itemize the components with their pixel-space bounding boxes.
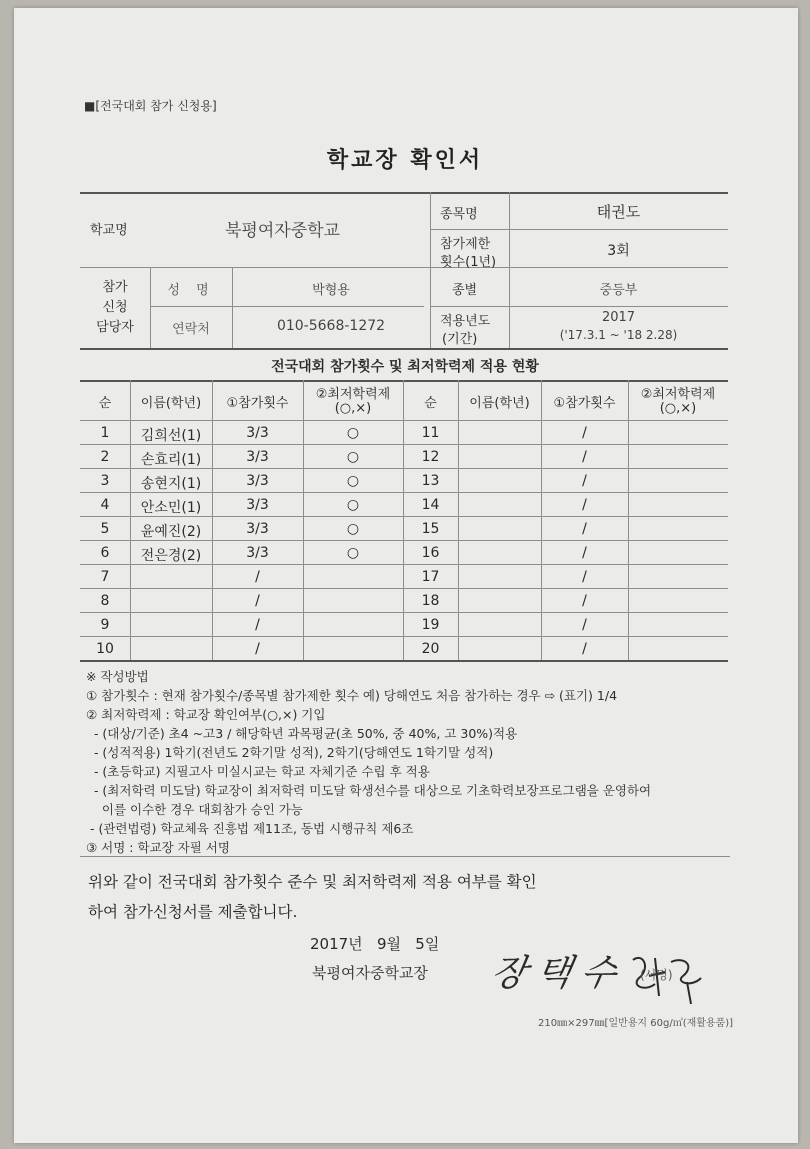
- row-academic-mark: ○: [346, 497, 360, 513]
- year-label-2: (기간): [442, 332, 478, 347]
- col-header-no-right: 순: [424, 396, 437, 411]
- row-count-right: /: [582, 617, 587, 633]
- sport-value: 태권도: [596, 203, 641, 221]
- row-name: 송현지(1): [140, 476, 202, 492]
- row-no-right: 19: [421, 617, 440, 633]
- info-line: [430, 229, 728, 230]
- row-no: 1: [100, 425, 110, 441]
- row-no-right: 14: [421, 497, 440, 513]
- row-count-right: /: [582, 569, 587, 585]
- row-count: /: [255, 641, 260, 657]
- participation-line: [130, 380, 131, 660]
- info-line: [430, 306, 728, 307]
- contact-phone-value: 010-5668-1272: [276, 318, 386, 334]
- info-line: [80, 348, 728, 350]
- row-count-right: /: [582, 425, 587, 441]
- row-name: 김희선(1): [140, 428, 202, 444]
- note-line: - (성적적용) 1학기(전년도 2학기말 성적), 2학기(당해연도 1학기말 성적): [86, 745, 494, 760]
- participation-line: [80, 612, 728, 613]
- row-academic-mark: ○: [346, 425, 360, 441]
- note-line: ※ 작성방법: [86, 669, 149, 684]
- info-line: [80, 267, 728, 268]
- seal-label: (서명): [640, 968, 673, 982]
- row-count-right: /: [582, 497, 587, 513]
- period-value: ('17.3.1 ~ '18 2.28): [559, 328, 678, 342]
- note-line: - (초등학교) 지필고사 미실시교는 학교 자체기준 수립 후 적용: [86, 764, 430, 779]
- row-count-right: /: [582, 641, 587, 657]
- row-no-right: 12: [421, 449, 440, 465]
- row-academic-mark: ○: [346, 473, 360, 489]
- year-label-1: 적용년도: [440, 314, 491, 329]
- col-header-academic: ②최저학력제: [315, 387, 391, 402]
- participation-line: [80, 660, 728, 662]
- division-label: 종별: [452, 283, 478, 298]
- note-line: ③ 서명 : 학교장 자필 서명: [86, 840, 230, 855]
- note-line: ① 참가횟수 : 현재 참가횟수/종목별 참가제한 횟수 예) 당해연도 처음 참가하는 경우 ⇨ (표기) 1/4: [86, 688, 618, 703]
- row-no: 7: [100, 569, 110, 585]
- limit-label-1: 참가제한: [440, 237, 491, 252]
- statement-line-2: 하여 참가신청서를 제출합니다.: [88, 903, 298, 921]
- row-count: /: [255, 617, 260, 633]
- row-count: 3/3: [246, 449, 269, 465]
- row-count: 3/3: [246, 425, 269, 441]
- col-header-name: 이름(학년): [140, 396, 202, 411]
- col-header-academic-mark: (○,×): [334, 401, 372, 416]
- row-count-right: /: [582, 545, 587, 561]
- row-count-right: /: [582, 593, 587, 609]
- participation-line: [303, 380, 304, 660]
- col-header-academic-right: ②최저학력제: [640, 387, 716, 402]
- info-table-top-border: [80, 192, 728, 194]
- note-line: - (대상/기준) 초4 ~고3 / 해당학년 과목평균(초 50%, 중 40%, 고 30%)적용: [86, 726, 518, 741]
- note-line: - (최저학력 미도달) 학교장이 최저학력 미도달 학생선수를 대상으로 기초학력보장프로그램을 운영하여: [86, 783, 652, 798]
- document-title: 학교장 확인서: [326, 148, 484, 173]
- row-count-right: /: [582, 449, 587, 465]
- row-no-right: 17: [421, 569, 440, 585]
- row-count: /: [255, 569, 260, 585]
- statement-line-1: 위와 같이 전국대회 참가횟수 준수 및 최저학력제 적용 여부를 확인: [88, 873, 537, 891]
- row-no: 10: [96, 641, 114, 657]
- row-no-right: 13: [421, 473, 440, 489]
- row-count: 3/3: [246, 473, 269, 489]
- row-academic-mark: ○: [346, 449, 360, 465]
- limit-value: 3회: [607, 243, 630, 259]
- contact-phone-label: 연락처: [172, 322, 210, 337]
- division-value: 중등부: [599, 283, 638, 298]
- note-line: - (관련법령) 학교체육 진흥법 제11조, 동법 시행규칙 제6조: [86, 821, 414, 836]
- row-name: 손효리(1): [140, 452, 202, 468]
- row-count-right: /: [582, 521, 587, 537]
- section-title: 전국대회 참가횟수 및 최저학력제 적용 현황: [271, 359, 539, 375]
- participation-line: [628, 380, 629, 660]
- row-no-right: 11: [421, 425, 440, 441]
- principal-title: 북평여자중학교장: [312, 964, 428, 982]
- row-count-right: /: [582, 473, 587, 489]
- col-header-name-right: 이름(학년): [469, 396, 530, 411]
- row-count: 3/3: [246, 497, 269, 513]
- form-label: ■[전국대회 참가 신청용]: [84, 99, 217, 113]
- row-no: 5: [100, 521, 110, 537]
- row-no: 2: [100, 449, 110, 465]
- participation-line: [80, 588, 728, 589]
- note-line: 이를 이수한 경우 대회참가 승인 가능: [86, 802, 303, 817]
- col-header-count: ①참가횟수: [226, 396, 289, 411]
- note-line: ② 최저학력제 : 학교장 확인여부(○,×) 기입: [86, 707, 326, 722]
- col-header-no: 순: [98, 396, 112, 411]
- participation-line: [80, 420, 728, 421]
- row-no-right: 15: [421, 521, 440, 537]
- manager-label-1: 참가: [102, 280, 128, 295]
- row-name: 윤예진(2): [140, 524, 202, 540]
- manager-label-2: 신청: [102, 300, 128, 315]
- row-no: 9: [100, 617, 110, 633]
- contact-name-label: 성 명: [167, 283, 215, 298]
- row-count: 3/3: [246, 545, 269, 561]
- participation-table-top-border: [80, 380, 728, 382]
- row-count: 3/3: [246, 521, 269, 537]
- manager-label-3: 담당자: [96, 320, 134, 335]
- row-name: 전은경(2): [140, 548, 202, 564]
- info-line: [430, 192, 431, 348]
- notes-bottom-divider: [80, 856, 730, 857]
- contact-name-value: 박형용: [312, 283, 350, 298]
- row-no: 8: [100, 593, 110, 609]
- footer-paper-spec: 210㎜×297㎜[일반용지 60g/㎡(재활용품)]: [538, 1018, 734, 1029]
- row-no: 6: [100, 545, 110, 561]
- submission-date: 2017년 9월 5일: [310, 935, 440, 953]
- sport-label: 종목명: [440, 207, 478, 222]
- row-no: 4: [100, 497, 110, 513]
- participation-line: [458, 380, 459, 660]
- row-academic-mark: ○: [346, 521, 360, 537]
- row-academic-mark: ○: [346, 545, 360, 561]
- row-no-right: 18: [421, 593, 440, 609]
- col-header-academic-mark-right: (○,×): [659, 401, 697, 416]
- year-value: 2017: [601, 310, 636, 325]
- row-name: 안소민(1): [140, 500, 202, 516]
- handwritten-signature: 장택수: [487, 953, 630, 994]
- row-no: 3: [100, 473, 110, 489]
- school-name-value: 북평여자중학교: [225, 221, 340, 241]
- participation-line: [80, 636, 728, 637]
- row-no-right: 20: [421, 641, 440, 657]
- col-header-count-right: ①참가횟수: [553, 396, 616, 411]
- limit-label-2: 횟수(1년): [440, 255, 497, 270]
- info-line: [150, 306, 424, 307]
- row-no-right: 16: [421, 545, 440, 561]
- school-name-label: 학교명: [90, 223, 128, 238]
- row-count: /: [255, 593, 260, 609]
